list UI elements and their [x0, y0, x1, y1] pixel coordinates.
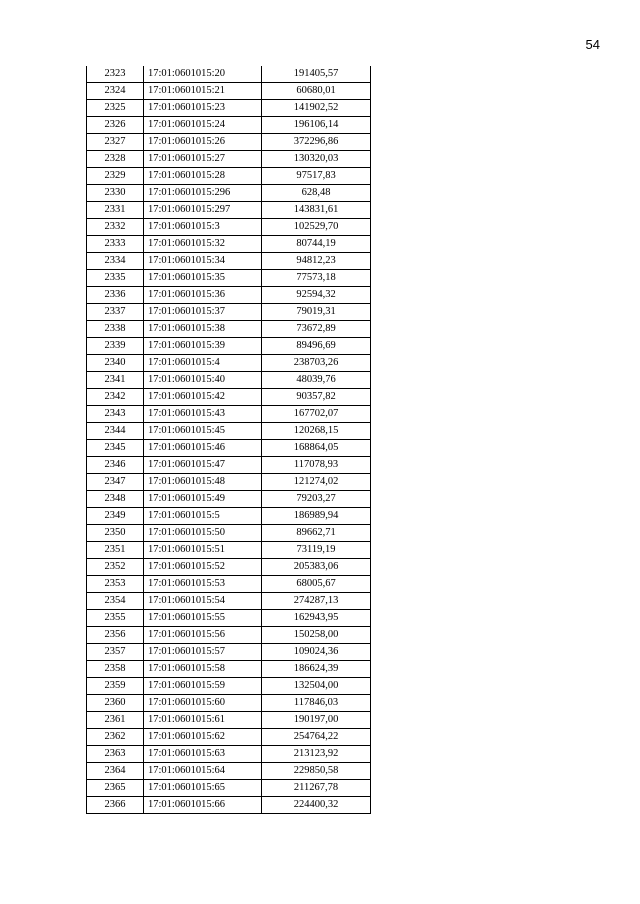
row-number-cell: 2336	[87, 287, 144, 304]
table-row	[87, 151, 371, 168]
value-cell: 60680,01	[262, 83, 371, 100]
value-cell: 117846,03	[262, 695, 371, 712]
cadastral-number-cell: 17:01:0601015:62	[144, 729, 262, 746]
table-row	[87, 508, 371, 525]
table-row	[87, 321, 371, 338]
table-row	[87, 627, 371, 644]
cadastral-number-cell: 17:01:0601015:52	[144, 559, 262, 576]
row-number-cell: 2360	[87, 695, 144, 712]
table-row	[87, 372, 371, 389]
cadastral-number-cell: 17:01:0601015:32	[144, 236, 262, 253]
row-number-cell: 2338	[87, 321, 144, 338]
value-cell: 94812,23	[262, 253, 371, 270]
cadastral-number-cell: 17:01:0601015:3	[144, 219, 262, 236]
row-number-cell: 2353	[87, 576, 144, 593]
cadastral-number-cell: 17:01:0601015:49	[144, 491, 262, 508]
value-cell: 150258,00	[262, 627, 371, 644]
table-row	[87, 236, 371, 253]
value-cell: 117078,93	[262, 457, 371, 474]
table-row	[87, 797, 371, 814]
row-number-cell: 2364	[87, 763, 144, 780]
row-number-cell: 2343	[87, 406, 144, 423]
row-number-cell: 2349	[87, 508, 144, 525]
cadastral-number-cell: 17:01:0601015:64	[144, 763, 262, 780]
table-row	[87, 491, 371, 508]
cadastral-number-cell: 17:01:0601015:38	[144, 321, 262, 338]
row-number-cell: 2333	[87, 236, 144, 253]
value-cell: 143831,61	[262, 202, 371, 219]
value-cell: 121274,02	[262, 474, 371, 491]
table-row	[87, 457, 371, 474]
value-cell: 141902,52	[262, 100, 371, 117]
table-row	[87, 117, 371, 134]
value-cell: 254764,22	[262, 729, 371, 746]
table-row	[87, 168, 371, 185]
row-number-cell: 2346	[87, 457, 144, 474]
cadastral-number-cell: 17:01:0601015:53	[144, 576, 262, 593]
table-row	[87, 406, 371, 423]
cadastral-number-cell: 17:01:0601015:58	[144, 661, 262, 678]
row-number-cell: 2329	[87, 168, 144, 185]
value-cell: 229850,58	[262, 763, 371, 780]
value-cell: 90357,82	[262, 389, 371, 406]
row-number-cell: 2365	[87, 780, 144, 797]
cadastral-number-cell: 17:01:0601015:63	[144, 746, 262, 763]
row-number-cell: 2366	[87, 797, 144, 814]
value-cell: 132504,00	[262, 678, 371, 695]
value-cell: 89662,71	[262, 525, 371, 542]
cadastral-number-cell: 17:01:0601015:60	[144, 695, 262, 712]
table-row	[87, 474, 371, 491]
value-cell: 628,48	[262, 185, 371, 202]
row-number-cell: 2328	[87, 151, 144, 168]
value-cell: 130320,03	[262, 151, 371, 168]
value-cell: 89496,69	[262, 338, 371, 355]
table-row	[87, 202, 371, 219]
value-cell: 48039,76	[262, 372, 371, 389]
cadastral-number-cell: 17:01:0601015:50	[144, 525, 262, 542]
value-cell: 191405,57	[262, 66, 371, 83]
table-row	[87, 712, 371, 729]
row-number-cell: 2340	[87, 355, 144, 372]
row-number-cell: 2345	[87, 440, 144, 457]
row-number-cell: 2363	[87, 746, 144, 763]
cadastral-number-cell: 17:01:0601015:56	[144, 627, 262, 644]
row-number-cell: 2359	[87, 678, 144, 695]
table-row	[87, 644, 371, 661]
table-row	[87, 780, 371, 797]
cadastral-number-cell: 17:01:0601015:27	[144, 151, 262, 168]
cadastral-number-cell: 17:01:0601015:65	[144, 780, 262, 797]
table-row	[87, 593, 371, 610]
cadastral-number-cell: 17:01:0601015:51	[144, 542, 262, 559]
value-cell: 73119,19	[262, 542, 371, 559]
value-cell: 167702,07	[262, 406, 371, 423]
row-number-cell: 2344	[87, 423, 144, 440]
value-cell: 79203,27	[262, 491, 371, 508]
value-cell: 168864,05	[262, 440, 371, 457]
data-table-container	[86, 66, 371, 814]
table-row	[87, 134, 371, 151]
row-number-cell: 2347	[87, 474, 144, 491]
value-cell: 274287,13	[262, 593, 371, 610]
value-cell: 372296,86	[262, 134, 371, 151]
row-number-cell: 2324	[87, 83, 144, 100]
table-row	[87, 695, 371, 712]
cadastral-number-cell: 17:01:0601015:297	[144, 202, 262, 219]
value-cell: 102529,70	[262, 219, 371, 236]
row-number-cell: 2352	[87, 559, 144, 576]
value-cell: 73672,89	[262, 321, 371, 338]
table-row	[87, 219, 371, 236]
value-cell: 238703,26	[262, 355, 371, 372]
table-row	[87, 253, 371, 270]
row-number-cell: 2334	[87, 253, 144, 270]
cadastral-number-cell: 17:01:0601015:4	[144, 355, 262, 372]
cadastral-number-cell: 17:01:0601015:47	[144, 457, 262, 474]
cadastral-number-cell: 17:01:0601015:42	[144, 389, 262, 406]
cadastral-number-cell: 17:01:0601015:296	[144, 185, 262, 202]
value-cell: 162943,95	[262, 610, 371, 627]
cadastral-number-cell: 17:01:0601015:21	[144, 83, 262, 100]
cadastral-number-cell: 17:01:0601015:28	[144, 168, 262, 185]
data-table	[86, 66, 371, 814]
cadastral-number-cell: 17:01:0601015:35	[144, 270, 262, 287]
value-cell: 224400,32	[262, 797, 371, 814]
row-number-cell: 2327	[87, 134, 144, 151]
table-row	[87, 746, 371, 763]
cadastral-number-cell: 17:01:0601015:46	[144, 440, 262, 457]
value-cell: 186989,94	[262, 508, 371, 525]
row-number-cell: 2332	[87, 219, 144, 236]
table-body	[87, 66, 371, 814]
page-number: 54	[585, 37, 600, 52]
cadastral-number-cell: 17:01:0601015:26	[144, 134, 262, 151]
row-number-cell: 2337	[87, 304, 144, 321]
table-row	[87, 661, 371, 678]
row-number-cell: 2358	[87, 661, 144, 678]
value-cell: 79019,31	[262, 304, 371, 321]
value-cell: 196106,14	[262, 117, 371, 134]
cadastral-number-cell: 17:01:0601015:40	[144, 372, 262, 389]
cadastral-number-cell: 17:01:0601015:61	[144, 712, 262, 729]
value-cell: 68005,67	[262, 576, 371, 593]
table-row	[87, 542, 371, 559]
value-cell: 92594,32	[262, 287, 371, 304]
row-number-cell: 2361	[87, 712, 144, 729]
row-number-cell: 2331	[87, 202, 144, 219]
row-number-cell: 2351	[87, 542, 144, 559]
cadastral-number-cell: 17:01:0601015:43	[144, 406, 262, 423]
value-cell: 213123,92	[262, 746, 371, 763]
table-row	[87, 423, 371, 440]
table-row	[87, 83, 371, 100]
row-number-cell: 2342	[87, 389, 144, 406]
table-row	[87, 525, 371, 542]
table-row	[87, 763, 371, 780]
row-number-cell: 2326	[87, 117, 144, 134]
table-row	[87, 678, 371, 695]
cadastral-number-cell: 17:01:0601015:54	[144, 593, 262, 610]
cadastral-number-cell: 17:01:0601015:23	[144, 100, 262, 117]
value-cell: 205383,06	[262, 559, 371, 576]
value-cell: 190197,00	[262, 712, 371, 729]
row-number-cell: 2354	[87, 593, 144, 610]
table-row	[87, 729, 371, 746]
table-row	[87, 610, 371, 627]
value-cell: 109024,36	[262, 644, 371, 661]
row-number-cell: 2323	[87, 66, 144, 83]
cadastral-number-cell: 17:01:0601015:57	[144, 644, 262, 661]
table-row	[87, 576, 371, 593]
cadastral-number-cell: 17:01:0601015:59	[144, 678, 262, 695]
cadastral-number-cell: 17:01:0601015:45	[144, 423, 262, 440]
cadastral-number-cell: 17:01:0601015:39	[144, 338, 262, 355]
row-number-cell: 2356	[87, 627, 144, 644]
value-cell: 120268,15	[262, 423, 371, 440]
row-number-cell: 2350	[87, 525, 144, 542]
row-number-cell: 2341	[87, 372, 144, 389]
cadastral-number-cell: 17:01:0601015:24	[144, 117, 262, 134]
row-number-cell: 2348	[87, 491, 144, 508]
cadastral-number-cell: 17:01:0601015:34	[144, 253, 262, 270]
value-cell: 211267,78	[262, 780, 371, 797]
row-number-cell: 2355	[87, 610, 144, 627]
row-number-cell: 2362	[87, 729, 144, 746]
value-cell: 80744,19	[262, 236, 371, 253]
row-number-cell: 2335	[87, 270, 144, 287]
cadastral-number-cell: 17:01:0601015:36	[144, 287, 262, 304]
cadastral-number-cell: 17:01:0601015:20	[144, 66, 262, 83]
cadastral-number-cell: 17:01:0601015:5	[144, 508, 262, 525]
table-row	[87, 355, 371, 372]
row-number-cell: 2325	[87, 100, 144, 117]
table-row	[87, 559, 371, 576]
row-number-cell: 2339	[87, 338, 144, 355]
table-row	[87, 338, 371, 355]
value-cell: 77573,18	[262, 270, 371, 287]
cadastral-number-cell: 17:01:0601015:48	[144, 474, 262, 491]
value-cell: 97517,83	[262, 168, 371, 185]
table-row	[87, 185, 371, 202]
cadastral-number-cell: 17:01:0601015:55	[144, 610, 262, 627]
cadastral-number-cell: 17:01:0601015:37	[144, 304, 262, 321]
table-row	[87, 389, 371, 406]
table-row	[87, 66, 371, 83]
table-row	[87, 304, 371, 321]
table-row	[87, 287, 371, 304]
table-row	[87, 440, 371, 457]
row-number-cell: 2330	[87, 185, 144, 202]
cadastral-number-cell: 17:01:0601015:66	[144, 797, 262, 814]
table-row	[87, 100, 371, 117]
value-cell: 186624,39	[262, 661, 371, 678]
table-row	[87, 270, 371, 287]
row-number-cell: 2357	[87, 644, 144, 661]
